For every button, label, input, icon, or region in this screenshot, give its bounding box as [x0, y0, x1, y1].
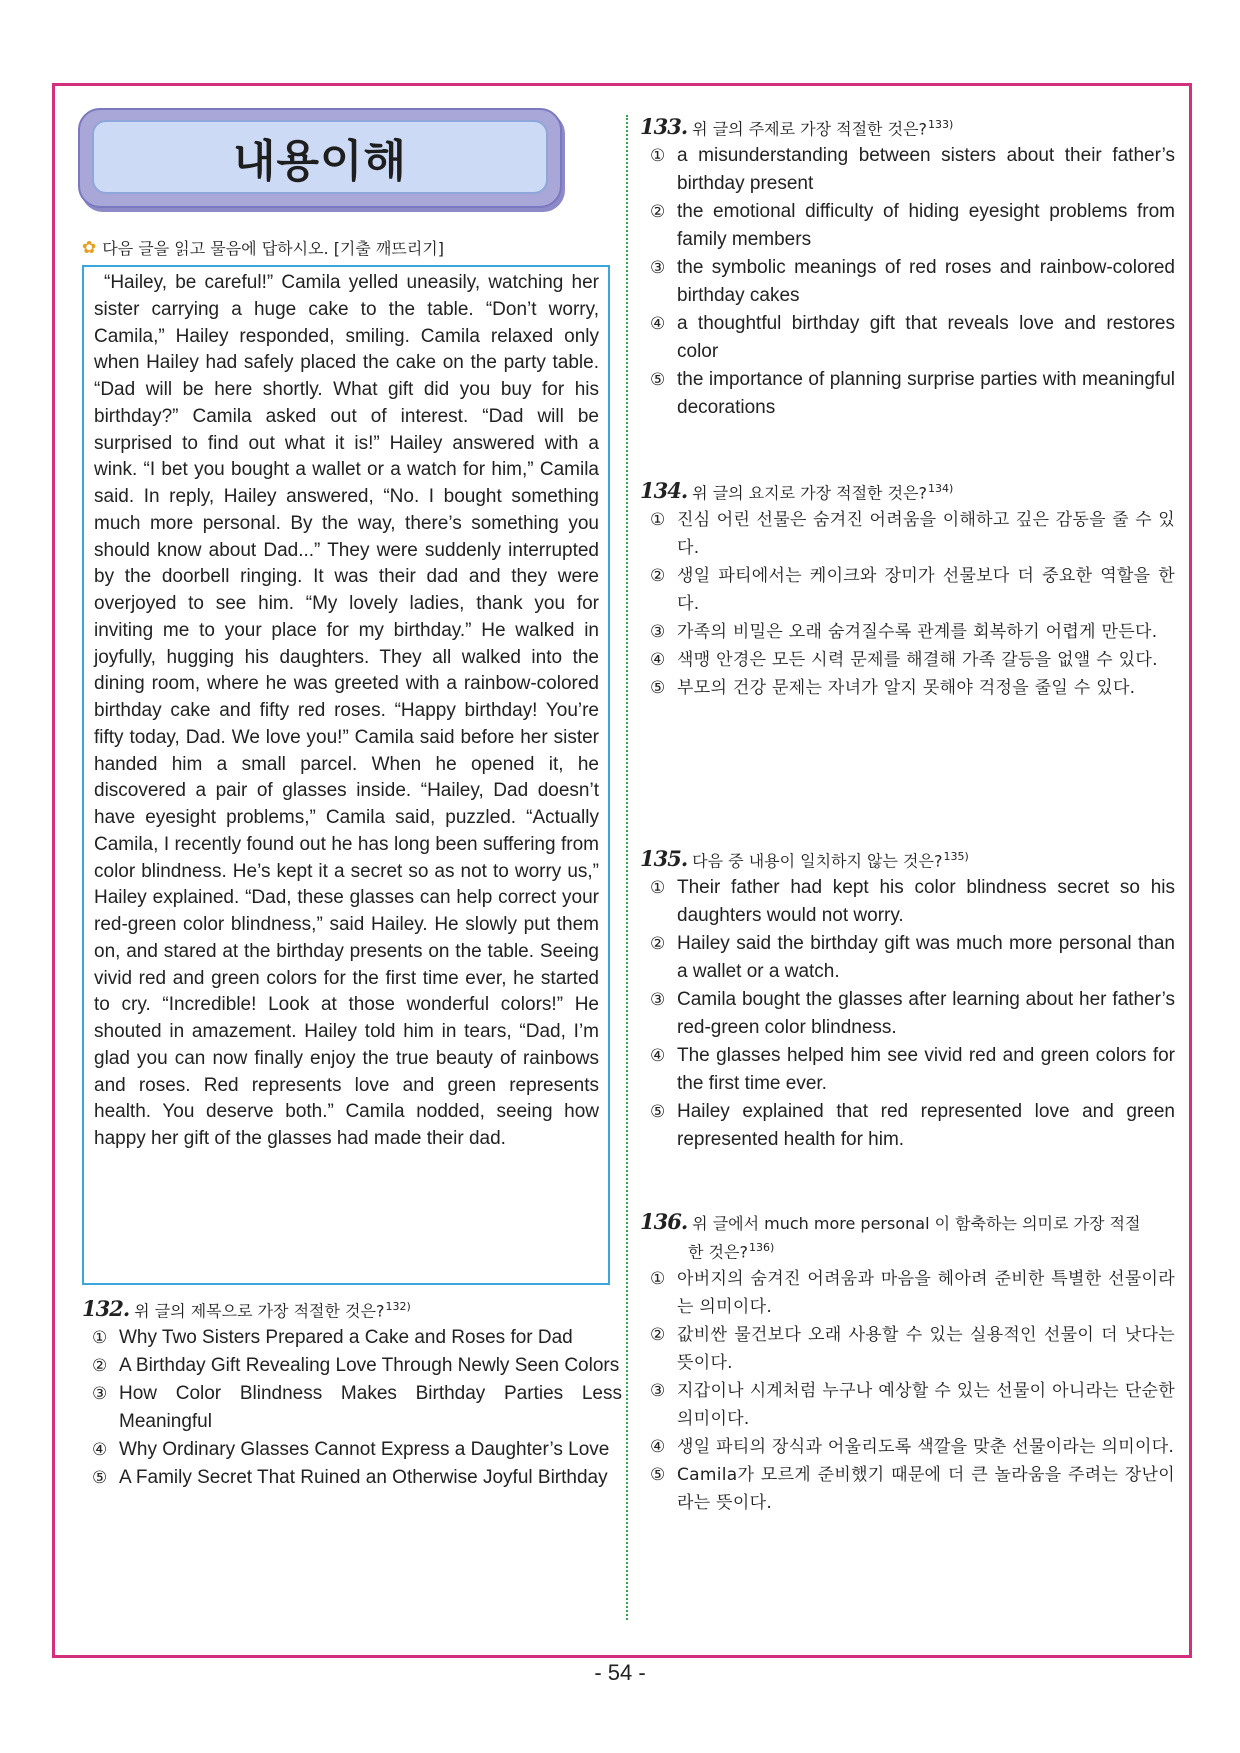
option-text: the symbolic meanings of red roses and rainbow-colored birthday cakes	[677, 257, 1175, 307]
option-marker: ③	[650, 1381, 666, 1402]
answer-option[interactable]	[650, 562, 1175, 618]
question-number: 133.	[640, 114, 688, 140]
answer-option[interactable]	[650, 1321, 1175, 1377]
option-marker: ⑤	[650, 1102, 666, 1123]
question-136	[640, 1210, 1175, 1517]
answer-option[interactable]	[650, 618, 1175, 646]
option-marker: ③	[650, 622, 666, 643]
option-text: 아버지의 숨겨진 어려움과 마음을 헤아려 준비한 특별한 선물이라는 의미이다.	[677, 1269, 1175, 1318]
option-marker: ①	[650, 146, 666, 167]
option-text: the emotional difficulty of hiding eyesight problems from family members	[677, 201, 1175, 251]
answer-option[interactable]	[92, 1352, 622, 1380]
answer-option[interactable]	[650, 1265, 1175, 1321]
option-marker: ③	[92, 1384, 108, 1405]
option-text: 생일 파티에서는 케이크와 장미가 선물보다 더 중요한 역할을 한다.	[677, 566, 1175, 615]
footnote-ref: 135)	[943, 850, 969, 863]
question-text-cont: 한 것은?	[688, 1242, 748, 1262]
question-132	[82, 1295, 622, 1492]
question-number: 134.	[640, 478, 688, 504]
answer-option[interactable]	[650, 198, 1175, 254]
footnote-ref: 132)	[385, 1300, 411, 1313]
option-text: How Color Blindness Makes Birthday Parties Less Meaningful	[119, 1383, 622, 1433]
question-number: 132.	[82, 1296, 130, 1322]
option-marker: ②	[92, 1356, 108, 1377]
section-title: 내용이해	[232, 136, 407, 187]
question-134	[640, 477, 1175, 702]
passage-text: “Hailey, be careful!” Camila yelled uneasily, watching her sister carrying a huge cake to the table. “Don’t worry, Camila,” Hailey responded, smiling. Camila relaxed only when Hailey had safely placed the cake on the party table. “Dad will be here shortly. What gift did you buy for his birthday?” Camila asked out of interest. “Dad will be surprised to find out what it is!” Hailey answered with a wink. “I bet you bought a wallet or a watch for him,” Camila said. In reply, Hailey answered, “No. I bought something much more personal. By the way, there’s something you should know about Dad...” They were suddenly interrupted by the doorbell ringing. It was their dad and they were overjoyed to see him. “My lovely ladies, thank you for inviting me to your place for my birthday.” He walked in joyfully, hugging his daughters. They all walked into the dining room, where he was greeted with a rainbow-colored birthday cake and fifty red roses. “Happy birthday! You’re fifty today, Dad. We love you!” Camila said before her sister handed him a small parcel. When he opened it, he discovered a pair of glasses inside. “Hailey, Dad doesn’t have eyesight problems,” Camila said, puzzled. “Actually Camila, I recently found out he has long been suffering from color blindness. He’s kept it a secret so as not to worry us,” Hailey explained. “Dad, these glasses can help correct your red-green color blindness,” said Hailey. He slowly put them on, and stared at the birthday presents on the table. Seeing vivid red and green colors for the first time ever, he started to cry. “Incredible! Look at those wonderful colors!” He shouted in amazement. Hailey told him in tears, “Dad, I’m glad you can now finally enjoy the true beauty of rainbows and roses. Red represents love and green represents health. You deserve both.” Camila nodded, seeing how happy her gift of the glasses had made their dad.	[94, 272, 599, 1149]
option-marker: ⑤	[650, 678, 666, 699]
question-133	[640, 113, 1175, 422]
option-text: 진심 어린 선물은 숨겨진 어려움을 이해하고 깊은 감동을 줄 수 있다.	[677, 510, 1175, 559]
option-marker: ③	[650, 990, 666, 1011]
option-marker: ④	[92, 1440, 108, 1461]
option-list	[640, 874, 1175, 1154]
column-divider	[626, 115, 628, 1620]
answer-option[interactable]	[650, 506, 1175, 562]
option-text: Camila가 모르게 준비했기 때문에 더 큰 놀라움을 주려는 장난이라는 뜻이다.	[677, 1465, 1175, 1514]
answer-option[interactable]	[650, 674, 1175, 702]
answer-option[interactable]	[92, 1436, 622, 1464]
option-text: A Family Secret That Ruined an Otherwise Joyful Birthday	[119, 1467, 608, 1489]
option-text: 가족의 비밀은 오래 숨겨질수록 관계를 회복하기 어렵게 만든다.	[677, 622, 1158, 643]
question-text: 위 글의 주제로 가장 적절한 것은?	[692, 119, 928, 139]
option-text: Hailey explained that red represented love and green represented health for him.	[677, 1101, 1175, 1151]
option-text: 값비싼 물건보다 오래 사용할 수 있는 실용적인 선물이 더 낫다는 뜻이다.	[677, 1325, 1175, 1374]
option-text: A Birthday Gift Revealing Love Through Newly Seen Colors	[119, 1355, 620, 1377]
answer-option[interactable]	[650, 366, 1175, 422]
option-marker: ⑤	[650, 1465, 666, 1486]
answer-option[interactable]	[650, 1042, 1175, 1098]
answer-option[interactable]	[650, 1377, 1175, 1433]
answer-option[interactable]	[650, 1433, 1175, 1461]
option-text: 색맹 안경은 모든 시력 문제를 해결해 가족 갈등을 없앨 수 있다.	[677, 650, 1158, 671]
answer-option[interactable]	[650, 646, 1175, 674]
answer-option[interactable]	[650, 874, 1175, 930]
option-text: Why Ordinary Glasses Cannot Express a Daughter’s Love	[119, 1439, 610, 1461]
option-marker: ④	[650, 1437, 666, 1458]
option-marker: ①	[650, 878, 666, 899]
answer-option[interactable]	[650, 986, 1175, 1042]
option-text: The glasses helped him see vivid red and green colors for the first time ever.	[677, 1045, 1175, 1095]
question-text: 위 글의 제목으로 가장 적절한 것은?	[134, 1301, 385, 1321]
option-text: 지갑이나 시계처럼 누구나 예상할 수 있는 선물이 아니라는 단순한 의미이다.	[677, 1381, 1175, 1430]
option-text: the importance of planning surprise parties with meaningful decorations	[677, 369, 1175, 419]
option-list	[640, 1265, 1175, 1517]
option-marker: ④	[650, 1046, 666, 1067]
option-marker: ②	[650, 566, 666, 587]
option-text: Hailey said the birthday gift was much more personal than a wallet or a watch.	[677, 933, 1175, 983]
section-title-box	[78, 108, 562, 208]
answer-option[interactable]	[650, 1461, 1175, 1517]
option-list	[82, 1324, 622, 1492]
page-number: - 54 -	[594, 1660, 646, 1685]
footnote-ref: 133)	[928, 118, 954, 131]
question-text: 위 글의 요지로 가장 적절한 것은?	[692, 483, 928, 503]
answer-option[interactable]	[92, 1464, 622, 1492]
reading-passage	[82, 265, 610, 1285]
answer-option[interactable]	[650, 254, 1175, 310]
option-text: Camila bought the glasses after learning about her father’s red-green color blindness.	[677, 989, 1175, 1039]
instruction-text: 다음 글을 읽고 물음에 답하시오. [기출 깨뜨리기]	[102, 239, 445, 258]
answer-option[interactable]	[92, 1324, 622, 1352]
option-text: Why Two Sisters Prepared a Cake and Roses for Dad	[119, 1327, 573, 1349]
option-marker: ①	[650, 510, 666, 531]
footnote-ref: 136)	[748, 1241, 775, 1254]
option-marker: ①	[92, 1328, 108, 1349]
question-135	[640, 845, 1175, 1154]
question-text: 위 글에서 much more personal 이 함축하는 의미로 가장 적절	[692, 1214, 1141, 1233]
option-text: Their father had kept his color blindness secret so his daughters would not worry.	[677, 877, 1175, 927]
option-list	[640, 506, 1175, 702]
option-marker: ③	[650, 258, 666, 279]
answer-option[interactable]	[650, 310, 1175, 366]
instruction	[82, 236, 444, 259]
option-marker: ④	[650, 650, 666, 671]
answer-option[interactable]	[92, 1380, 622, 1436]
option-marker: ②	[650, 202, 666, 223]
option-list	[640, 142, 1175, 422]
question-number: 135.	[640, 846, 688, 872]
option-marker: ②	[650, 934, 666, 955]
option-marker: ②	[650, 1325, 666, 1346]
answer-option[interactable]	[650, 1098, 1175, 1154]
flower-icon: ✿	[82, 237, 97, 258]
option-marker: ⑤	[650, 370, 666, 391]
question-number: 136.	[640, 1209, 688, 1234]
answer-option[interactable]	[650, 930, 1175, 986]
option-text: a misunderstanding between sisters about their father’s birthday present	[677, 145, 1175, 195]
answer-option[interactable]	[650, 142, 1175, 198]
option-text: a thoughtful birthday gift that reveals love and restores color	[677, 313, 1175, 363]
option-text: 생일 파티의 장식과 어울리도록 색깔을 맞춘 선물이라는 의미이다.	[677, 1437, 1175, 1458]
option-marker: ④	[650, 314, 666, 335]
option-text: 부모의 건강 문제는 자녀가 알지 못해야 걱정을 줄일 수 있다.	[677, 678, 1136, 699]
option-marker: ①	[650, 1269, 666, 1290]
footnote-ref: 134)	[928, 482, 954, 495]
question-text: 다음 중 내용이 일치하지 않는 것은?	[692, 851, 943, 871]
option-marker: ⑤	[92, 1468, 108, 1489]
